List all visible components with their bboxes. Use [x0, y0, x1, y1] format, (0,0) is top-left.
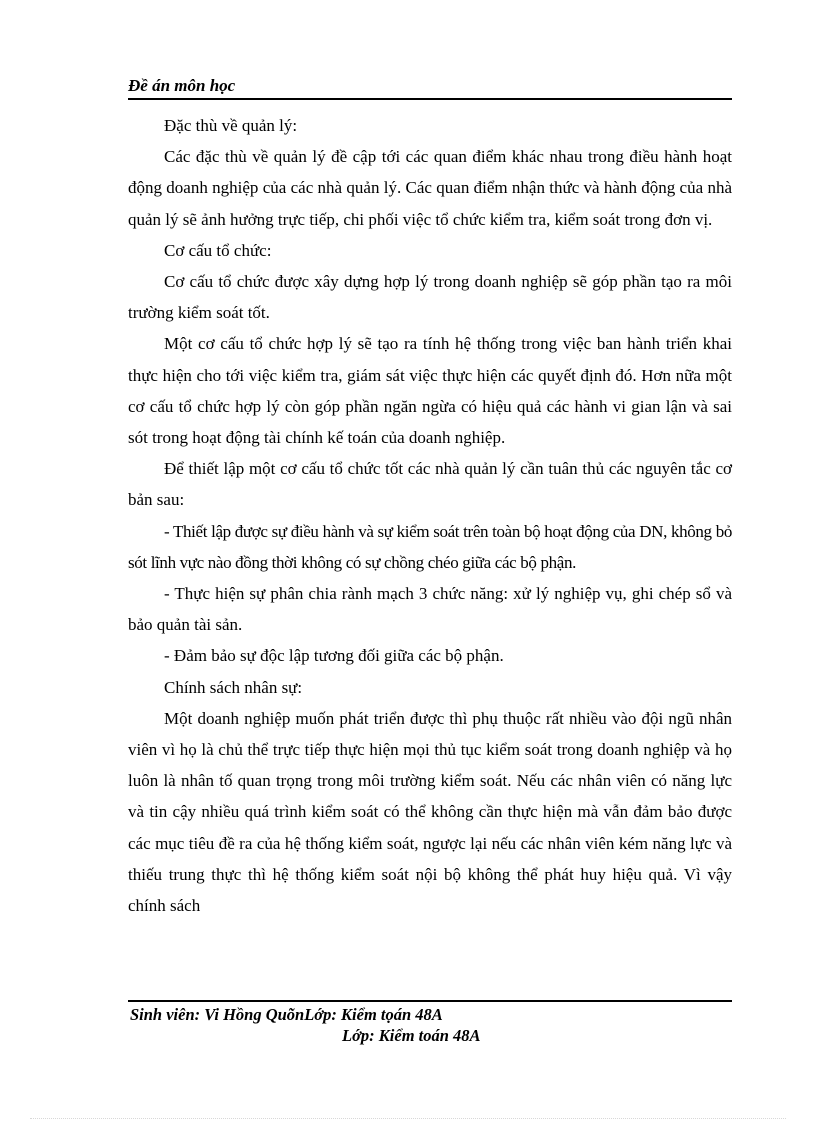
paragraph: Chính sách nhân sự:	[164, 677, 303, 697]
footer-rule	[128, 1000, 732, 1002]
paragraph: Đặc thù về quản lý:	[164, 116, 298, 135]
paragraph: Các đặc thù về quản lý đề cập tới các quan điểm khác nhau trong điều hành hoạt động doanh nghiệp của các nhà quản lý. Các quan điểm nhận thức và hành động của nhà quản lý sẽ ảnh hưởng trực tiếp, chi phối việc tổ chức kiểm tra, kiểm soát trong đơn vị.	[128, 147, 732, 229]
paragraph: Để thiết lập một cơ cấu tổ chức tốt các nhà quản lý cần tuân thủ các nguyên tắc cơ bản sau:	[128, 459, 732, 510]
paragraph: Một cơ cấu tổ chức hợp lý sẽ tạo ra tính hệ thống trong việc ban hành triển khai thực hiện cho tới việc kiểm tra, giám sát việc thực hiện các quyết định đó. Hơn nữa một cơ cấu tổ chức hợp lý còn góp phần ngăn ngừa có hiệu quả các hành vi gian lận và sai sót trong hoạt động tài chính kế toán của doanh nghiệp.	[128, 334, 732, 448]
footer-class-line: Lớp: Kiểm toán 48A	[342, 1026, 481, 1045]
page-header-title: Đề án môn học	[128, 76, 236, 95]
page-bottom-dotted-border	[30, 1118, 786, 1119]
paragraph: Cơ cấu tổ chức được xây dựng hợp lý trong doanh nghiệp sẽ góp phần tạo ra môi trường kiểm soát tốt.	[128, 272, 732, 323]
document-body	[128, 110, 732, 921]
paragraph: Một doanh nghiệp muốn phát triển được thì phụ thuộc rất nhiều vào đội ngũ nhân viên vì họ là chủ thể trực tiếp thực hiện mọi thủ tục kiểm soát trong doanh nghiệp và họ luôn là nhân tố quan trọng trong môi trường kiểm soát. Nếu các nhân viên có năng lực và tin cậy nhiều quá trình kiểm soát có thể không cần thực hiện mà vẫn đảm bảo được các mục tiêu đề ra của hệ thống kiểm soát, ngược lại nếu các nhân viên kém năng lực và thiếu trung thực thì hệ thống kiểm soát nội bộ không thể phát huy hiệu quả. Vì vậy chính sách	[128, 708, 732, 916]
footer-student-line: Sinh viên: Vi Hồng QuõnLớp: Kiểm tọán 48A	[130, 1005, 443, 1024]
paragraph: - Thiết lập được sự điều hành và sự kiểm soát trên toàn bộ hoạt động của DN, không bỏ sót lĩnh vực nào đồng thời không có sự chồng chéo giữa các bộ phận.	[128, 521, 732, 572]
header-rule	[128, 98, 732, 100]
paragraph: - Thực hiện sự phân chia rành mạch 3 chức năng: xử lý nghiệp vụ, ghi chép sổ và bảo quản tài sản.	[128, 584, 732, 635]
paragraph: Cơ cấu tổ chức:	[164, 240, 272, 260]
paragraph: - Đảm bảo sự độc lập tương đối giữa các bộ phận.	[164, 646, 504, 666]
